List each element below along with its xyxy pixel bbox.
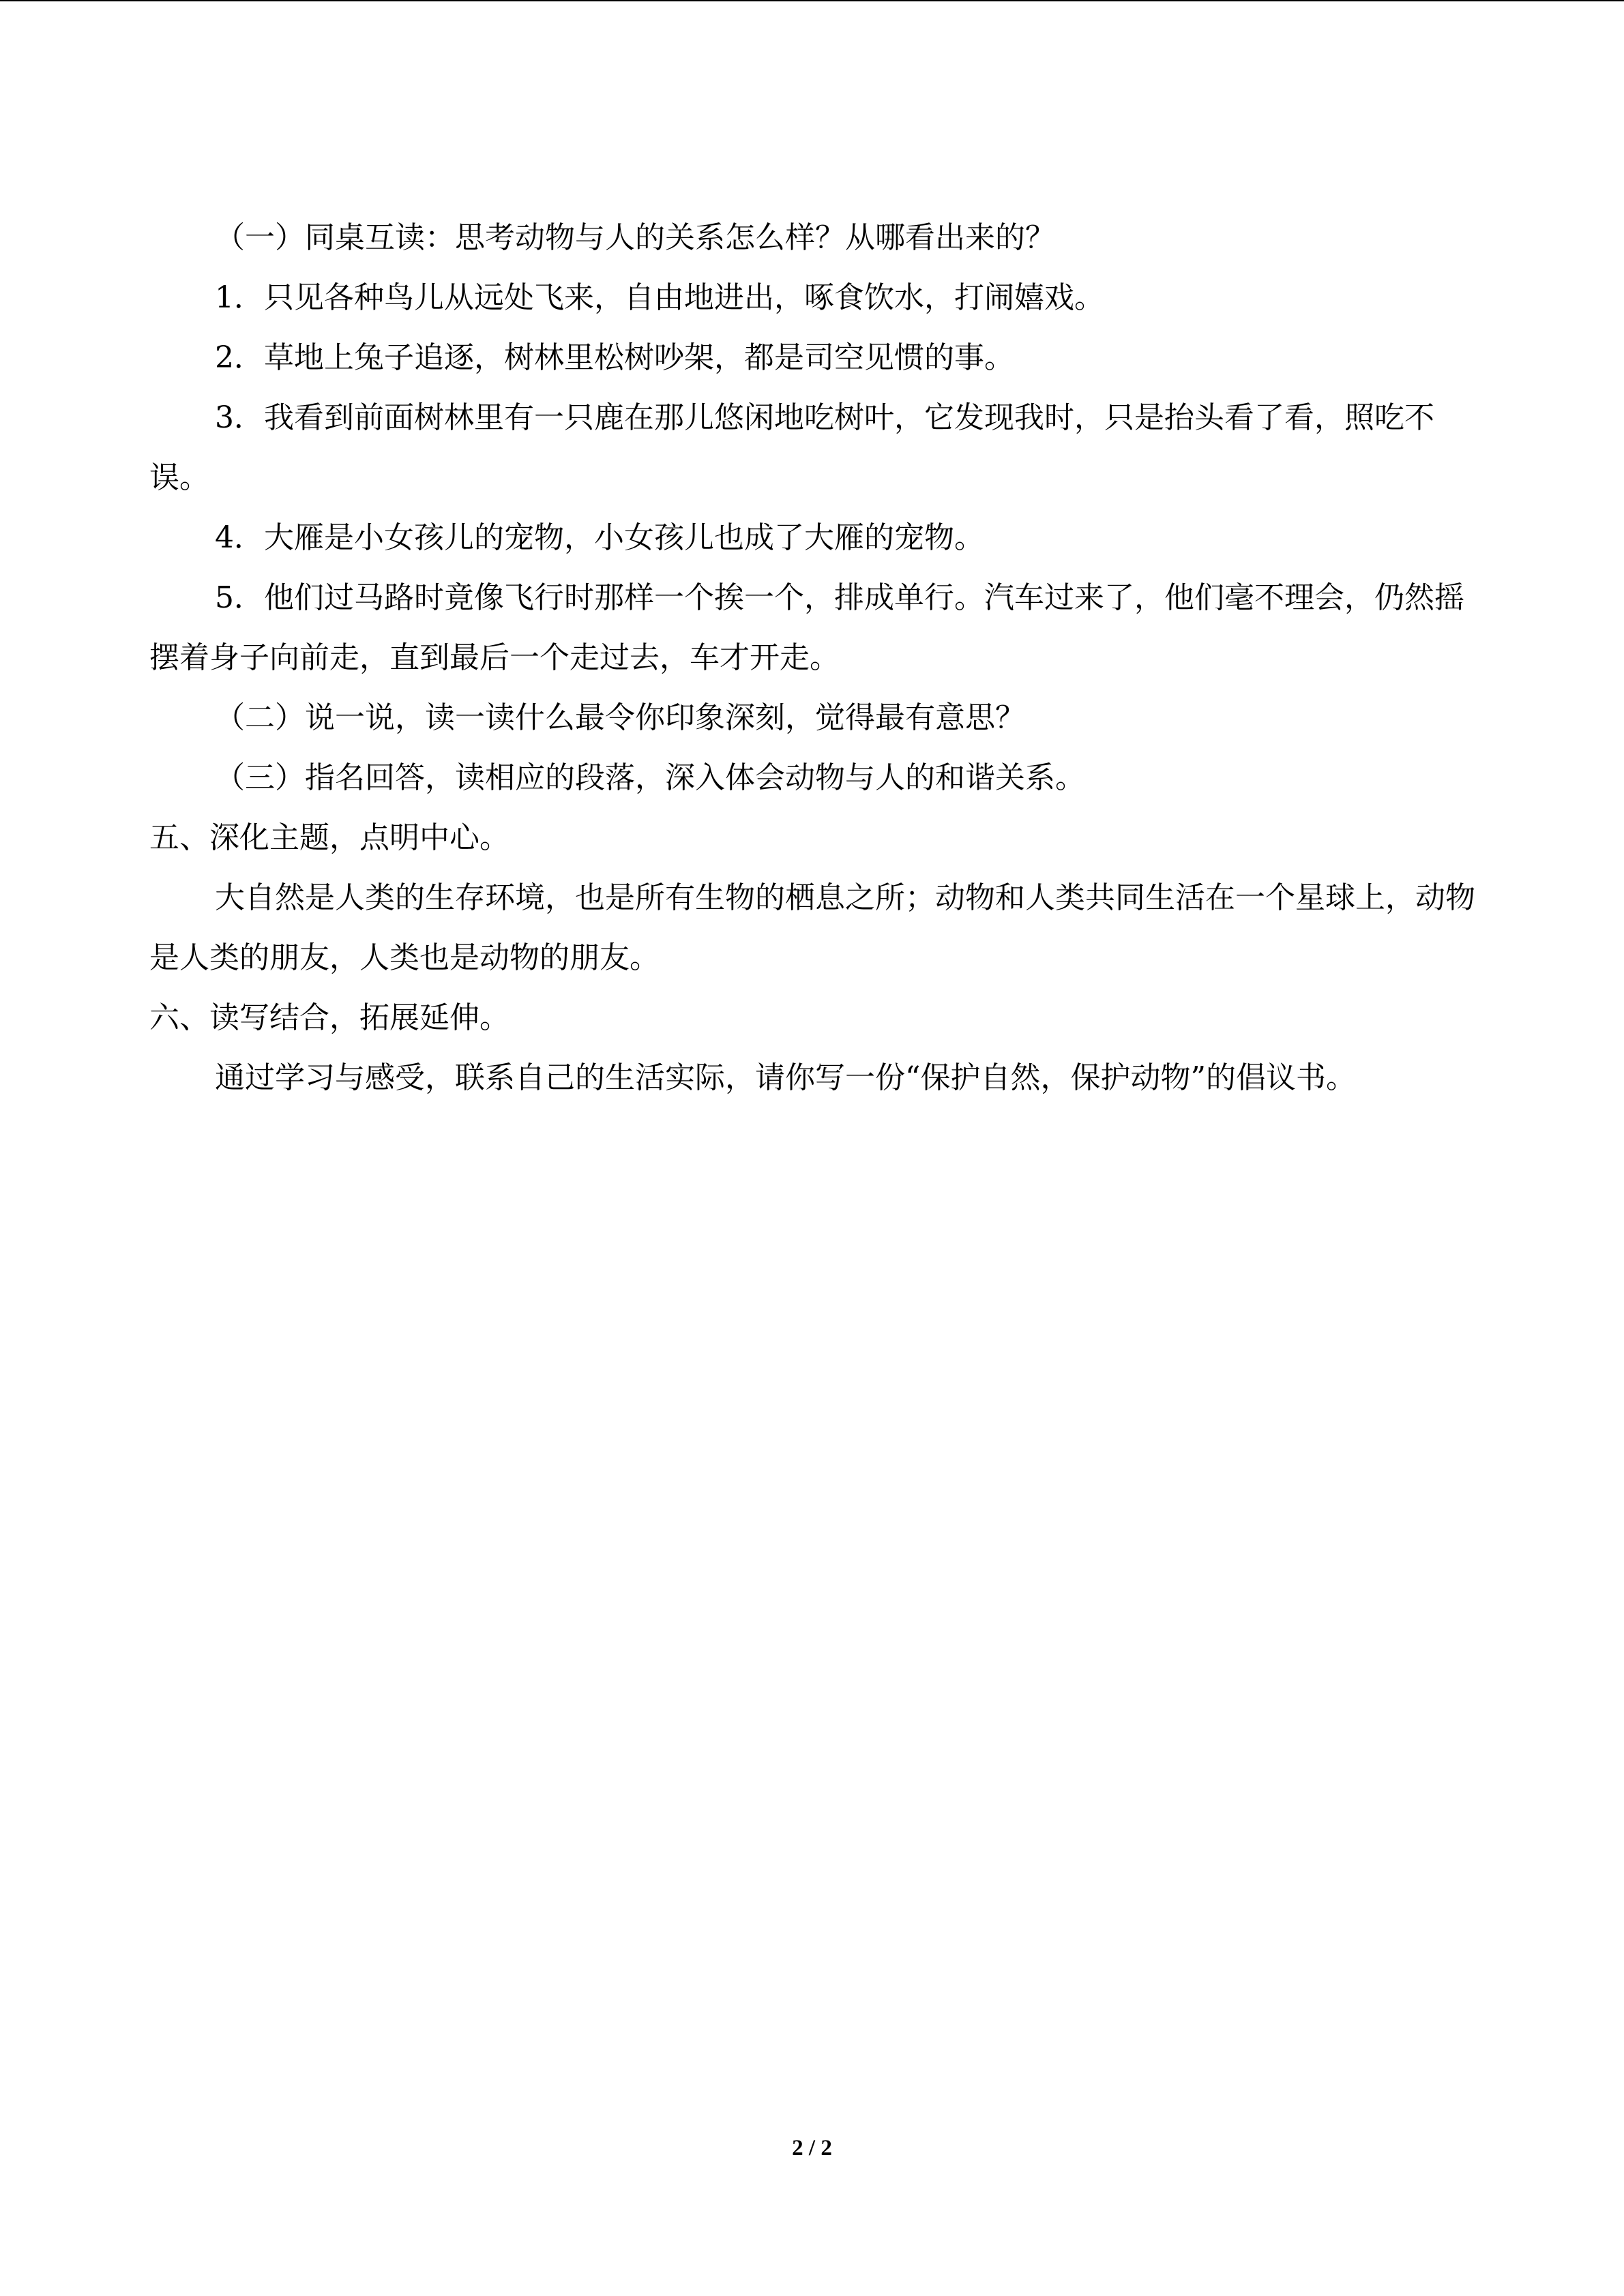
section-heading-5: 五、深化主题，点明中心。 (149, 820, 510, 855)
paragraph-reading-task-3: （三）指名回答，读相应的段落，深入体会动物与人的和谐关系。 (215, 760, 1085, 795)
document-body (149, 208, 1476, 1108)
paragraph-reading-task-2: （二）说一说，读一读什么最令你印象深刻，觉得最有意思？ (215, 700, 1025, 735)
page-number: 2 / 2 (792, 2136, 832, 2160)
paragraph-item-3: 3．我看到前面树林里有一只鹿在那儿悠闲地吃树叶，它发现我时，只是抬头看了看，照吃不误。 (149, 400, 1434, 495)
paragraph-theme: 大自然是人类的生存环境，也是所有生物的栖息之所；动物和人类共同生活在一个星球上，动物是人类的朋友，人类也是动物的朋友。 (149, 880, 1475, 975)
section-heading-6: 六、读写结合，拓展延伸。 (149, 1000, 510, 1035)
paragraph-item-2: 2．草地上兔子追逐，树林里松树吵架，都是司空见惯的事。 (215, 340, 1014, 375)
paragraph-item-4: 4．大雁是小女孩儿的宠物，小女孩儿也成了大雁的宠物。 (215, 520, 984, 555)
paragraph-reading-task-1: （一）同桌互读：思考动物与人的关系怎么样？从哪看出来的？ (215, 220, 1055, 255)
paragraph-item-1: 1．只见各种鸟儿从远处飞来，自由地进出，啄食饮水，打闹嬉戏。 (215, 280, 1104, 315)
top-border-line (0, 0, 1624, 1)
paragraph-item-5: 5．他们过马路时竟像飞行时那样一个挨一个，排成单行。汽车过来了，他们毫不理会，仍然摇摆着身子向前走，直到最后一个走过去，车才开走。 (149, 580, 1464, 675)
paragraph-writing-task: 通过学习与感受，联系自己的生活实际，请你写一份“保护自然，保护动物”的倡议书。 (215, 1060, 1356, 1095)
